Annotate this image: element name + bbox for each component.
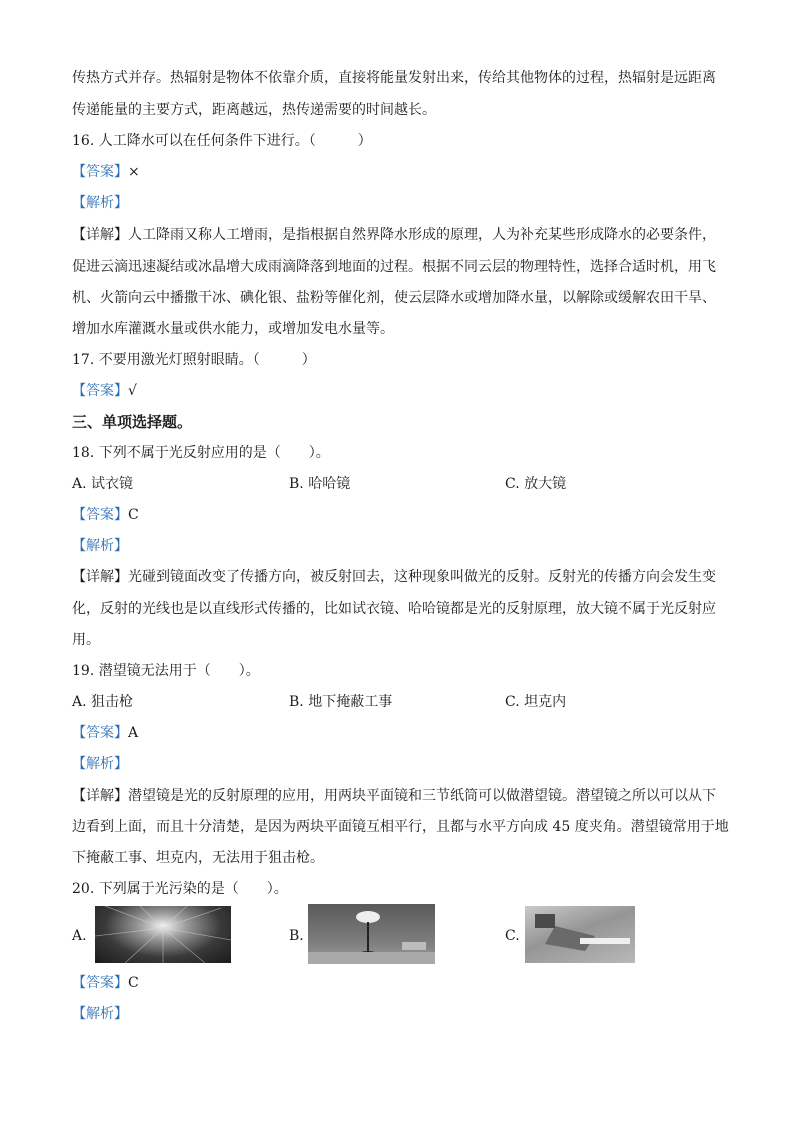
detail-line: 用。 <box>72 632 100 648</box>
answer-value: A <box>128 725 139 741</box>
answer-17 <box>72 381 724 401</box>
option-a: A. <box>72 928 87 944</box>
analysis-tag: 【解析】 <box>72 538 128 554</box>
answer-tag: 【答案】 <box>72 507 128 523</box>
section-title: 三、单项选择题。 <box>72 413 193 431</box>
analysis-tag: 【解析】 <box>72 1006 128 1022</box>
welding-photo <box>525 906 635 963</box>
paragraph-line: 传递能量的主要方式，距离越远，热传递需要的时间越长。 <box>72 102 436 118</box>
desk-lamp-photo <box>308 904 435 964</box>
detail-tag: 【详解】 <box>72 788 128 804</box>
paragraph-line: 传热方式并存。热辐射是物体不依靠介质，直接将能量发射出来，传给其他物体的过程，热辐射是远距离 <box>72 70 716 86</box>
option-b: B. 地下掩蔽工事 <box>289 694 393 710</box>
detail-text: 人工降雨又称人工增雨，是指根据自然界降水形成的原理，人为补充某些形成降水的必要条件， <box>128 227 716 243</box>
detail-line: 边看到上面，而且十分清楚，是因为两块平面镜互相平行，且都与水平方向成 45 度夹角。潜望镜常用于地 <box>72 819 729 835</box>
analysis-tag: 【解析】 <box>72 195 128 211</box>
option-b-image <box>308 904 435 964</box>
detail-text: 潜望镜是光的反射原理的应用，用两块平面镜和三节纸筒可以做潜望镜。潜望镜之所以可以从下 <box>128 788 716 804</box>
answer-tag: 【答案】 <box>72 975 128 991</box>
detail-tag: 【详解】 <box>72 569 128 585</box>
detail-text: 光碰到镜面改变了传播方向，被反射回去，这种现象叫做光的反射。反射光的传播方向会发生变 <box>128 569 716 585</box>
tree-canopy-photo <box>95 906 231 963</box>
detail-tag: 【详解】 <box>72 227 128 243</box>
answer-value: C <box>128 975 139 991</box>
option-c: C. 坦克内 <box>505 694 567 710</box>
answer-value: √ <box>128 383 137 399</box>
answer-16 <box>72 162 724 182</box>
answer-value: × <box>128 164 140 180</box>
answer-20 <box>72 973 724 993</box>
question-16: 16. 人工降水可以在任何条件下进行。（ ） <box>72 133 372 149</box>
question-20: 20. 下列属于光污染的是（ ）。 <box>72 881 288 897</box>
detail-line <box>72 786 724 806</box>
option-b: B. 哈哈镜 <box>289 476 351 492</box>
option-a: A. 试衣镜 <box>72 476 134 492</box>
answer-19 <box>72 723 724 743</box>
answer-tag: 【答案】 <box>72 383 128 399</box>
detail-line: 增加水库灌溉水量或供水能力，或增加发电水量等。 <box>72 321 394 337</box>
answer-value: C <box>128 507 139 523</box>
option-c: C. <box>505 928 520 944</box>
question-19: 19. 潜望镜无法用于（ ）。 <box>72 663 260 679</box>
analysis-tag: 【解析】 <box>72 756 128 772</box>
option-c-image <box>525 906 635 963</box>
answer-tag: 【答案】 <box>72 725 128 741</box>
option-a: A. 狙击枪 <box>72 694 134 710</box>
detail-line <box>72 225 724 245</box>
answer-18 <box>72 505 724 525</box>
detail-line <box>72 567 724 587</box>
option-b: B. <box>289 928 304 944</box>
question-18: 18. 下列不属于光反射应用的是（ ）。 <box>72 445 330 461</box>
detail-line: 机、火箭向云中播撒干冰、碘化银、盐粉等催化剂，使云层降水或增加降水量，以解除或缓解农田干旱、 <box>72 290 716 306</box>
option-a-image <box>95 906 231 963</box>
question-17: 17. 不要用激光灯照射眼睛。（ ） <box>72 352 316 368</box>
detail-line: 促进云滴迅速凝结或冰晶增大成雨滴降落到地面的过程。根据不同云层的物理特性，选择合适时机，用飞 <box>72 259 716 275</box>
detail-line: 化，反射的光线也是以直线形式传播的，比如试衣镜、哈哈镜都是光的反射原理，放大镜不属于光反射应 <box>72 601 716 617</box>
answer-tag: 【答案】 <box>72 164 128 180</box>
option-c: C. 放大镜 <box>505 476 567 492</box>
detail-line: 下掩蔽工事、坦克内，无法用于狙击枪。 <box>72 850 324 866</box>
